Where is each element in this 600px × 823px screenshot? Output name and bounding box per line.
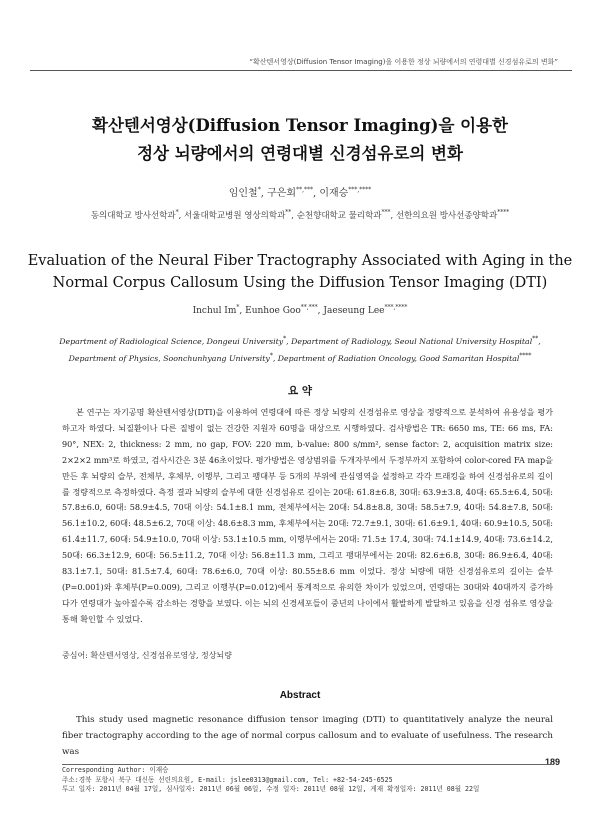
affil-1: 동의대학교 방사선학과: [90, 211, 176, 221]
english-abstract-heading: Abstract: [279, 690, 321, 701]
en-author-1-sup: *: [236, 304, 240, 311]
affil-4: 선한의요원 방사선종양학과: [395, 211, 498, 221]
korean-affiliations: 동의대학교 방사선학과*, 서울대학교병원 영상의학과**, 순천향대학교 물리학과***, 선한의요원 방사선종양학과****: [90, 209, 510, 221]
author-3: 이재승: [319, 188, 349, 199]
footnote-rule: [62, 764, 553, 765]
author-1-sup: *: [257, 186, 261, 194]
korean-authors: 임인철*, 구은회**,***, 이재승***,****: [228, 186, 372, 199]
korean-title-line-2: 정상 뇌량에서의 연령대별 신경섬유로의 변화: [137, 144, 463, 163]
korean-title: [0, 112, 600, 168]
en-affil-2: Department of Radiology, Seoul National University Hospital: [291, 337, 533, 346]
footnote-contact: 주소:경북 포항시 북구 대신동 선린의요원, E-mail: jslee0313@gmail.com, Tel: +82-54-245-6525: [62, 775, 393, 784]
en-author-2-sup: **,***: [300, 304, 318, 311]
english-authors: Inchul Im*, Eunhoe Goo**,***, Jaeseung Lee***,****: [192, 304, 408, 316]
en-author-2: Eunhoe Goo: [245, 306, 301, 316]
author-2-sup: **,***: [296, 186, 313, 194]
english-title: [0, 250, 600, 294]
english-affiliations: Department of Radiological Science, Dongeui University*, Department of Radiology, Seoul National University Hospital**, Department of Physics, Soonchunhyang University*, Department of Radiation Oncology, Good Samaritan Hospital****: [59, 335, 541, 363]
author-2: 구은회: [267, 188, 297, 199]
en-affil-1: Department of Radiological Science, Dongeui University: [59, 337, 284, 346]
english-title-line-1: Evaluation of the Neural Fiber Tractography Associated with Aging in the: [27, 253, 573, 269]
affil-2: 서울대학교병원 영상의학과: [184, 211, 286, 221]
affil-4-sup: ****: [497, 209, 510, 217]
affil-2-sup: **: [285, 209, 292, 217]
korean-abstract-body: 본 연구는 자기공명 확산텐서영상(DTI)을 이용하여 연령대에 따른 정상 뇌량의 신경섬유로 영상을 정량적으로 분석하여 유용성을 평가하고자 하였다. 뇌질환이나 다른 질병이 없는 건강한 지원자 60명을 대상으로 시행하였다. 검사방법은 TR: 6650 ms, TE: 66 ms, FA: 90°, NEX: 2, thickness: 2 mm, no gap, FOV: 220 mm, b-value: 800 s/mm², sense factor: 2, acquisition matrix size: 2×2×2 mm³로 하였고, 검사시간은 3분 46초이었다. 평가방법은 영상범위를 두개자부에서 두정부까지 포함하여 color-cored FA map을 만든 후 뇌량의 슬부, 전체부, 후체부, 이행부, 그리고 팽대부 등 5개의 부위에 관심영역을 설정하고 각각 트래킹을 하여 신경섬유로의 길이를 정량적으로 측정하였다. 측정 결과 뇌량의 슬부에 대한 신경섬유로 길이는 20대: 61.8±6.8, 30대: 63.9±3.8, 40대: 65.5±6.4, 50대: 57.8±6.0, 60대: 58.9±4.5, 70대 이상: 54.1±8.1 mm, 전체부에서는 20대: 54.8±8.8, 30대: 58.5±7.9, 40대: 54.8±7.8, 50대: 56.1±10.2, 60대: 48.5±6.2, 70대 이상: 48.6±8.3 mm, 후체부에서는 20대: 72.7±9.1, 30대: 61.6±9.1, 40대: 60.9±10.5, 50대: 61.4±11.7, 60대: 54.9±10.0, 70대 이상: 53.1±10.5 mm, 이행부에서는 20대: 71.5± 17.4, 30대: 74.1±14.9, 40대: 73.6±14.2, 50대: 66.3±12.9, 60대: 56.5±11.2, 70대 이상: 56.8±11.3 mm, 그리고 팽대부에서는 20대: 82.6±6.8, 30대: 86.9±6.4, 40대: 83.1±7.1, 50대: 81.5±7.4, 60대: 78.6±6.0, 70대 이상: 80.55±8.6 mm 이었다. 정상 뇌량에 대한 신경섬유로의 길이는 슬부(P=0.001)와 후체부(P=0.009), 그리고 이행부(P=0.012)에서 통계적으로 유의한 차이가 있었으며, 연령대는 30대와 40대까지 증가하다가 연령대가 높아질수록 감소하는 경향을 보였다. 이는 뇌의 신경세포들이 중년의 나이에서 활발하게 발달하고 있음을 신경 섬유로 영상을 통해 확인할 수 있었다.: [62, 407, 553, 624]
en-affil-2-sup: **: [532, 335, 539, 343]
page-number: 189: [544, 757, 560, 767]
korean-title-line-1: 확산텐서영상(Diffusion Tensor Imaging)을 이용한: [92, 116, 508, 135]
affil-3-sup: ***: [381, 209, 391, 217]
header-rule: [30, 70, 572, 71]
en-affil-1-sup: *: [283, 335, 287, 343]
footnote-dates: 투고 일자: 2011년 04월 17일, 심사일자: 2011년 06월 06일, 수정 일자: 2011년 08월 12일, 게재 확정일자: 2011년 08월 22일: [62, 785, 480, 794]
running-head: “확산텐서영상(Diffusion Tensor Imaging)을 이용한 정상 뇌량에서의 연령대별 신경섬유로의 변화”: [249, 58, 558, 66]
en-affil-4-sup: ****: [519, 352, 532, 360]
keywords: 중심어: 확산텐서영상, 신경섬유로영상, 정상뇌량: [62, 651, 232, 660]
author-1: 임인철: [228, 188, 258, 199]
author-3-sup: ***,****: [348, 186, 372, 194]
en-affil-4: Department of Radiation Oncology, Good Samaritan Hospital: [277, 354, 520, 363]
en-affil-3: Department of Physics, Soonchunhyang University: [68, 354, 270, 363]
footnote-author: Corresponding Author: 이재승: [62, 766, 169, 774]
en-author-1: Inchul Im: [192, 306, 237, 316]
affil-3: 순천향대학교 물리학과: [296, 211, 382, 221]
footnote: [62, 766, 553, 795]
en-author-3-sup: ***,****: [384, 304, 408, 311]
korean-abstract-heading: 요 약: [288, 385, 312, 397]
english-abstract-body: This study used magnetic resonance diffusion tensor imaging (DTI) to quantitatively analyze the neural fiber tractography according to the age of normal corpus callosum and to evaluate of usefulness. The research was: [62, 715, 553, 757]
en-affil-3-sup: *: [269, 352, 273, 360]
affil-1-sup: *: [175, 209, 179, 217]
en-author-3: Jaeseung Lee: [323, 306, 385, 316]
english-title-line-2: Normal Corpus Callosum Using the Diffusion Tensor Imaging (DTI): [52, 275, 548, 291]
